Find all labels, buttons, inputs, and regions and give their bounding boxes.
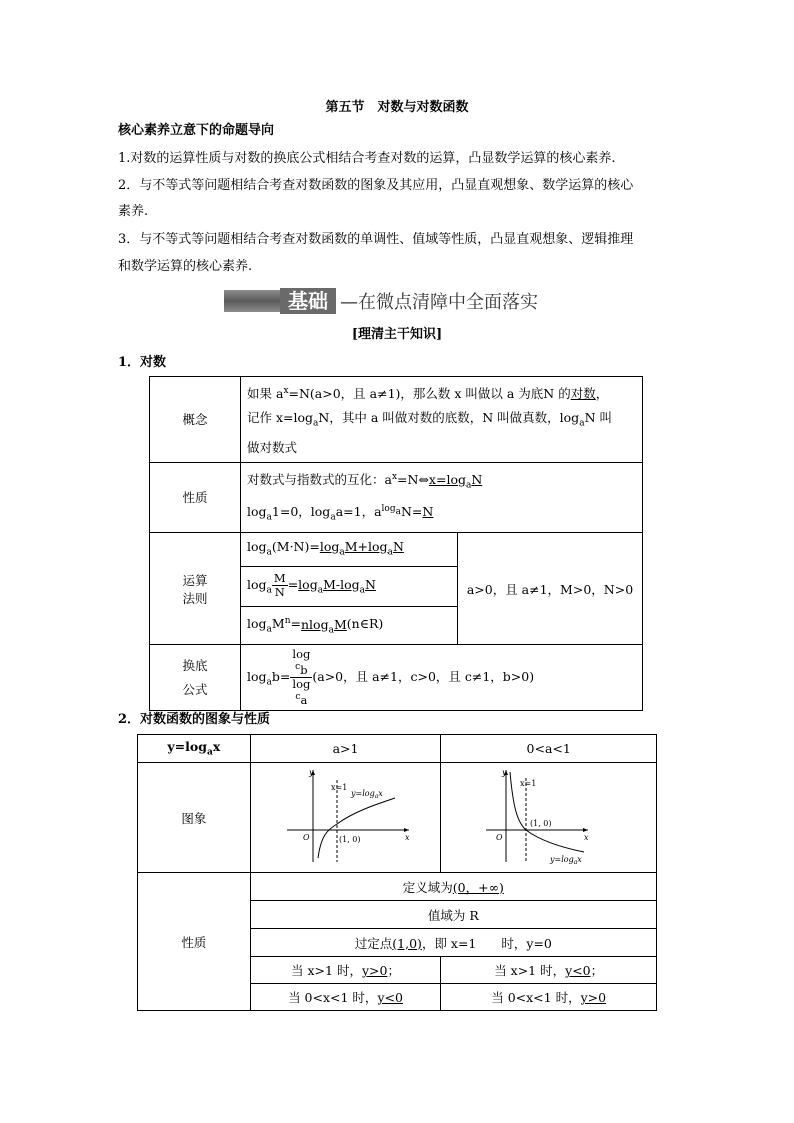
point-label: (1, 0) xyxy=(338,835,361,844)
x1-label: x=1 xyxy=(330,783,347,792)
x-lt-1-increasing: 当 0<x<1 时，y<0 xyxy=(250,984,441,1011)
x-lt-1-decreasing: 当 0<x<1 时，y>0 xyxy=(441,984,657,1011)
svg-text:y=logax: $y=\log_ax$ xyxy=(549,855,582,866)
point-3-cont: 和数学运算的核心素养. xyxy=(118,259,253,274)
concept-cell: 如果 $a^x=N(a>0$，且 a≠1)，那么数 x 叫做以 a 为底N 的对数， 记作 $x=\log_aN$，其中 a 叫做对数的底数，N 叫做真数，$\log_aN$ 叫 做对数式 xyxy=(241,377,643,463)
origin-label: O xyxy=(302,833,310,842)
section-2-heading: 2．对数函数的图象与性质 xyxy=(118,712,271,727)
logarithm-table xyxy=(149,376,643,711)
operation-conditions: a>0，且 a≠1，M>0，N>0 xyxy=(458,532,643,644)
property-header: 性质 xyxy=(150,462,241,532)
svg-text:O: O xyxy=(495,833,503,842)
svg-text:y: y xyxy=(501,768,507,777)
table2-case-a-lt-1: 0<a<1 xyxy=(441,735,657,763)
properties-header: 性质 xyxy=(138,873,251,1011)
point-3: 3．与不等式等问题相结合考查对数函数的单调性、值域等性质，凸显直观想象、逻辑推理 xyxy=(118,232,634,247)
change-base-header: 换底 公式 xyxy=(150,645,241,711)
svg-text:(1, 0): (1, 0) xyxy=(529,819,552,828)
y-axis-label: y xyxy=(308,768,314,777)
log-graph-a-gt-1 xyxy=(281,766,411,866)
operation-rule-2: $\log_a$ $\frac{M}{N}$ $=\log_aM-\log_aN$ xyxy=(241,567,458,607)
concept-header: 概念 xyxy=(150,377,241,463)
banner-subtitle: —在微点清障中全面落实 xyxy=(340,292,538,313)
operation-header: 运算 法则 xyxy=(150,532,241,644)
property-cell: 对数式与指数式的互化：$a^x=N\Leftrightarrow x=\log_aN$ $\log_a1=0$，$\log_aa=1$，$a^{log_a}N=N$ xyxy=(241,462,643,532)
log-function-table xyxy=(137,734,657,1011)
graph-header: 图象 xyxy=(138,763,251,873)
section-1-heading: 1．对数 xyxy=(118,355,167,370)
subheading: [理清主干知识] xyxy=(351,327,443,342)
x-axis-label: x xyxy=(404,833,410,842)
fixed-point-row: 过定点(1,0)，即 x=1 时，y=0 xyxy=(250,929,656,957)
banner-label: 基础 xyxy=(280,288,336,314)
section-banner xyxy=(224,288,538,314)
table2-func-header: $y=\log_ax$ xyxy=(138,735,251,763)
svg-text:x=1: x=1 xyxy=(519,779,536,788)
core-heading: 核心素养立意下的命题导向 xyxy=(118,123,275,138)
operation-rule-3: $\log_aM^n=nlog_aM(n\in R)$ xyxy=(241,607,458,645)
log-graph-a-lt-1 xyxy=(484,766,614,866)
banner-bar xyxy=(224,290,280,312)
x-gt-1-decreasing: 当 x>1 时，y<0； xyxy=(441,957,657,984)
point-1: 1.对数的运算性质与对数的换底公式相结合考查对数的运算，凸显数学运算的核心素养. xyxy=(118,151,616,166)
curve-label: $y=\log_ax$ xyxy=(350,789,383,800)
change-base-cell: $\log_ab=$ log $^c$b log $^c$a (a>0，且 a≠1，c>0，且 c≠1，b>0) xyxy=(241,645,643,711)
domain-row: 定义域为(0，+∞) xyxy=(250,873,656,901)
page-title: 第五节 对数与对数函数 xyxy=(325,100,469,115)
table2-case-a-gt-1: a>1 xyxy=(250,735,441,763)
point-2: 2．与不等式等问题相结合考查对数函数的图象及其应用，凸显直观想象、数学运算的核心 xyxy=(118,178,634,193)
graph-increasing xyxy=(250,763,441,873)
svg-text:x: x xyxy=(583,833,589,842)
point-2-cont: 素养. xyxy=(118,204,149,219)
graph-decreasing xyxy=(441,763,657,873)
operation-rule-1: $\log_a(M\cdot N)=\log_aM+\log_aN$ xyxy=(241,532,458,567)
x-gt-1-increasing: 当 x>1 时，y>0； xyxy=(250,957,441,984)
range-row: 值域为 R xyxy=(250,901,656,929)
